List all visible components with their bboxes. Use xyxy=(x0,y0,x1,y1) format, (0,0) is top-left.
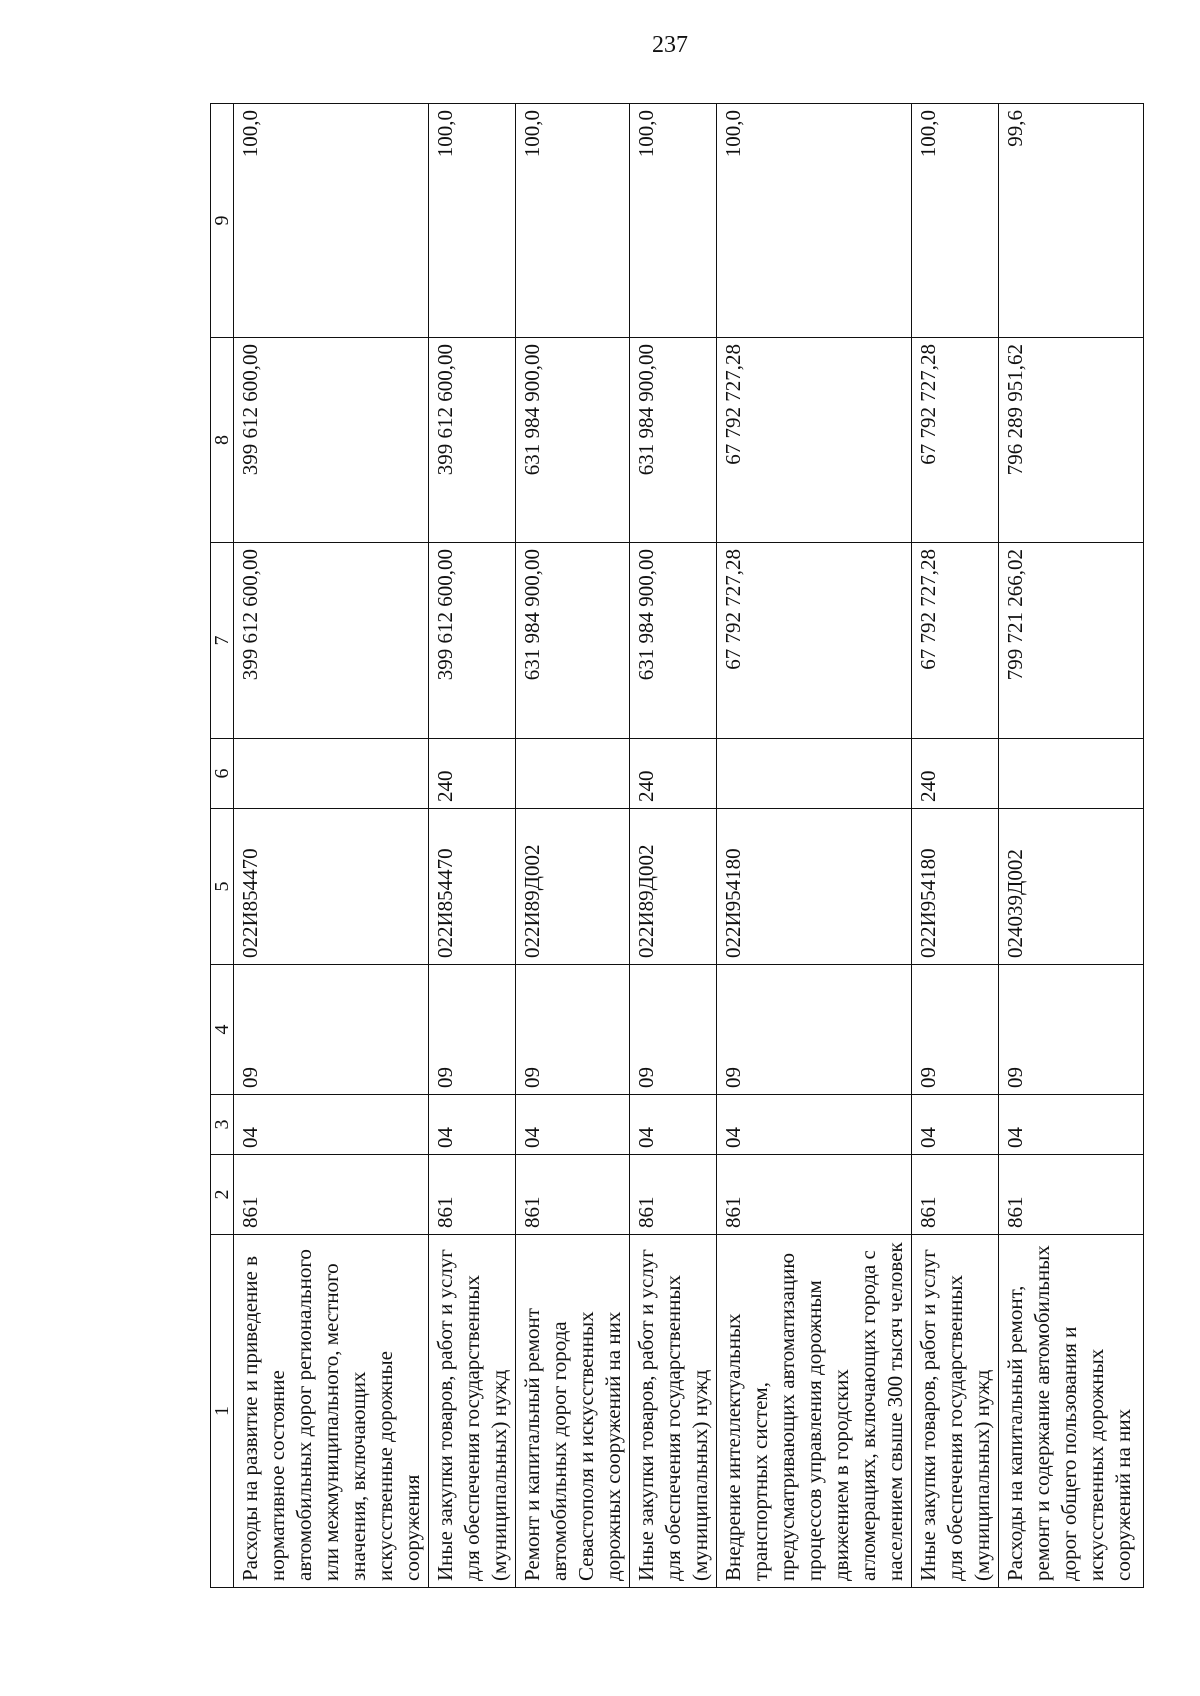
target-article-cell: 022И89Д002 xyxy=(630,809,717,965)
page-number: 237 xyxy=(652,32,688,58)
expense-name-cell: Ремонт и капитальный ремонт автомобильных дорог города Севастополя и искусственных дорожных сооружений на них xyxy=(516,1235,630,1588)
expense-type-cell: 240 xyxy=(912,739,999,809)
subsection-code-cell: 09 xyxy=(999,965,1144,1095)
section-code-cell: 04 xyxy=(516,1095,630,1155)
expense-name-cell: Иные закупки товаров, работ и услуг для обеспечения государственных (муниципальных) нужд xyxy=(429,1235,516,1588)
planned-amount-cell: 631 984 900,00 xyxy=(630,543,717,739)
ministry-code-cell: 861 xyxy=(234,1155,429,1235)
expense-type-cell xyxy=(999,739,1144,809)
execution-percent-cell: 100,0 xyxy=(516,104,630,338)
planned-amount-cell: 67 792 727,28 xyxy=(717,543,912,739)
planned-amount-cell: 67 792 727,28 xyxy=(912,543,999,739)
expense-type-cell xyxy=(234,739,429,809)
ministry-code-cell: 861 xyxy=(516,1155,630,1235)
column-header: 3 xyxy=(211,1095,234,1155)
execution-percent-cell: 100,0 xyxy=(630,104,717,338)
subsection-code-cell: 09 xyxy=(429,965,516,1095)
column-header: 1 xyxy=(211,1235,234,1588)
column-header: 7 xyxy=(211,543,234,739)
expense-type-cell: 240 xyxy=(630,739,717,809)
section-code-cell: 04 xyxy=(429,1095,516,1155)
target-article-cell: 022И854470 xyxy=(234,809,429,965)
table-row xyxy=(717,104,912,1588)
executed-amount-cell: 399 612 600,00 xyxy=(234,338,429,543)
execution-percent-cell: 100,0 xyxy=(429,104,516,338)
column-header: 4 xyxy=(211,965,234,1095)
column-header: 8 xyxy=(211,338,234,543)
subsection-code-cell: 09 xyxy=(630,965,717,1095)
section-code-cell: 04 xyxy=(630,1095,717,1155)
rotated-table-container xyxy=(210,104,1135,1588)
target-article-cell: 022И954180 xyxy=(717,809,912,965)
target-article-cell: 022И89Д002 xyxy=(516,809,630,965)
expense-name-cell: Иные закупки товаров, работ и услуг для обеспечения государственных (муниципальных) нужд xyxy=(630,1235,717,1588)
expense-type-cell xyxy=(717,739,912,809)
column-header: 6 xyxy=(211,739,234,809)
execution-percent-cell: 100,0 xyxy=(912,104,999,338)
table-row xyxy=(516,104,630,1588)
ministry-code-cell: 861 xyxy=(717,1155,912,1235)
ministry-code-cell: 861 xyxy=(999,1155,1144,1235)
target-article-cell: 024039Д002 xyxy=(999,809,1144,965)
expense-name-cell: Расходы на развитие и приведение в нормативное состояние автомобильных дорог регионального или межмуниципального, местного значения, включающих искусственные дорожные сооружения xyxy=(234,1235,429,1588)
executed-amount-cell: 67 792 727,28 xyxy=(912,338,999,543)
section-code-cell: 04 xyxy=(717,1095,912,1155)
executed-amount-cell: 631 984 900,00 xyxy=(516,338,630,543)
expense-name-cell: Внедрение интеллектуальных транспортных систем, предусматривающих автоматизацию процессов управления дорожным движением в городских агломерациях, включающих города с населением свыше 300 тысяч человек xyxy=(717,1235,912,1588)
target-article-cell: 022И854470 xyxy=(429,809,516,965)
executed-amount-cell: 399 612 600,00 xyxy=(429,338,516,543)
execution-percent-cell: 100,0 xyxy=(717,104,912,338)
header-row xyxy=(211,104,234,1588)
planned-amount-cell: 399 612 600,00 xyxy=(429,543,516,739)
budget-table xyxy=(210,103,1144,1588)
planned-amount-cell: 799 721 266,02 xyxy=(999,543,1144,739)
executed-amount-cell: 796 289 951,62 xyxy=(999,338,1144,543)
expense-name-cell: Расходы на капитальный ремонт, ремонт и содержание автомобильных дорог общего пользования и искусственных дорожных сооружений на них xyxy=(999,1235,1144,1588)
expense-type-cell: 240 xyxy=(429,739,516,809)
table-row xyxy=(234,104,429,1588)
section-code-cell: 04 xyxy=(999,1095,1144,1155)
column-header: 9 xyxy=(211,104,234,338)
table-row xyxy=(630,104,717,1588)
expense-name-cell: Иные закупки товаров, работ и услуг для обеспечения государственных (муниципальных) нужд xyxy=(912,1235,999,1588)
execution-percent-cell: 100,0 xyxy=(234,104,429,338)
ministry-code-cell: 861 xyxy=(429,1155,516,1235)
section-code-cell: 04 xyxy=(234,1095,429,1155)
subsection-code-cell: 09 xyxy=(717,965,912,1095)
ministry-code-cell: 861 xyxy=(630,1155,717,1235)
table-row xyxy=(912,104,999,1588)
executed-amount-cell: 631 984 900,00 xyxy=(630,338,717,543)
column-header: 5 xyxy=(211,809,234,965)
planned-amount-cell: 399 612 600,00 xyxy=(234,543,429,739)
executed-amount-cell: 67 792 727,28 xyxy=(717,338,912,543)
column-header: 2 xyxy=(211,1155,234,1235)
section-code-cell: 04 xyxy=(912,1095,999,1155)
subsection-code-cell: 09 xyxy=(516,965,630,1095)
table-row xyxy=(999,104,1144,1588)
planned-amount-cell: 631 984 900,00 xyxy=(516,543,630,739)
table-row xyxy=(429,104,516,1588)
subsection-code-cell: 09 xyxy=(912,965,999,1095)
expense-type-cell xyxy=(516,739,630,809)
target-article-cell: 022И954180 xyxy=(912,809,999,965)
execution-percent-cell: 99,6 xyxy=(999,104,1144,338)
subsection-code-cell: 09 xyxy=(234,965,429,1095)
ministry-code-cell: 861 xyxy=(912,1155,999,1235)
